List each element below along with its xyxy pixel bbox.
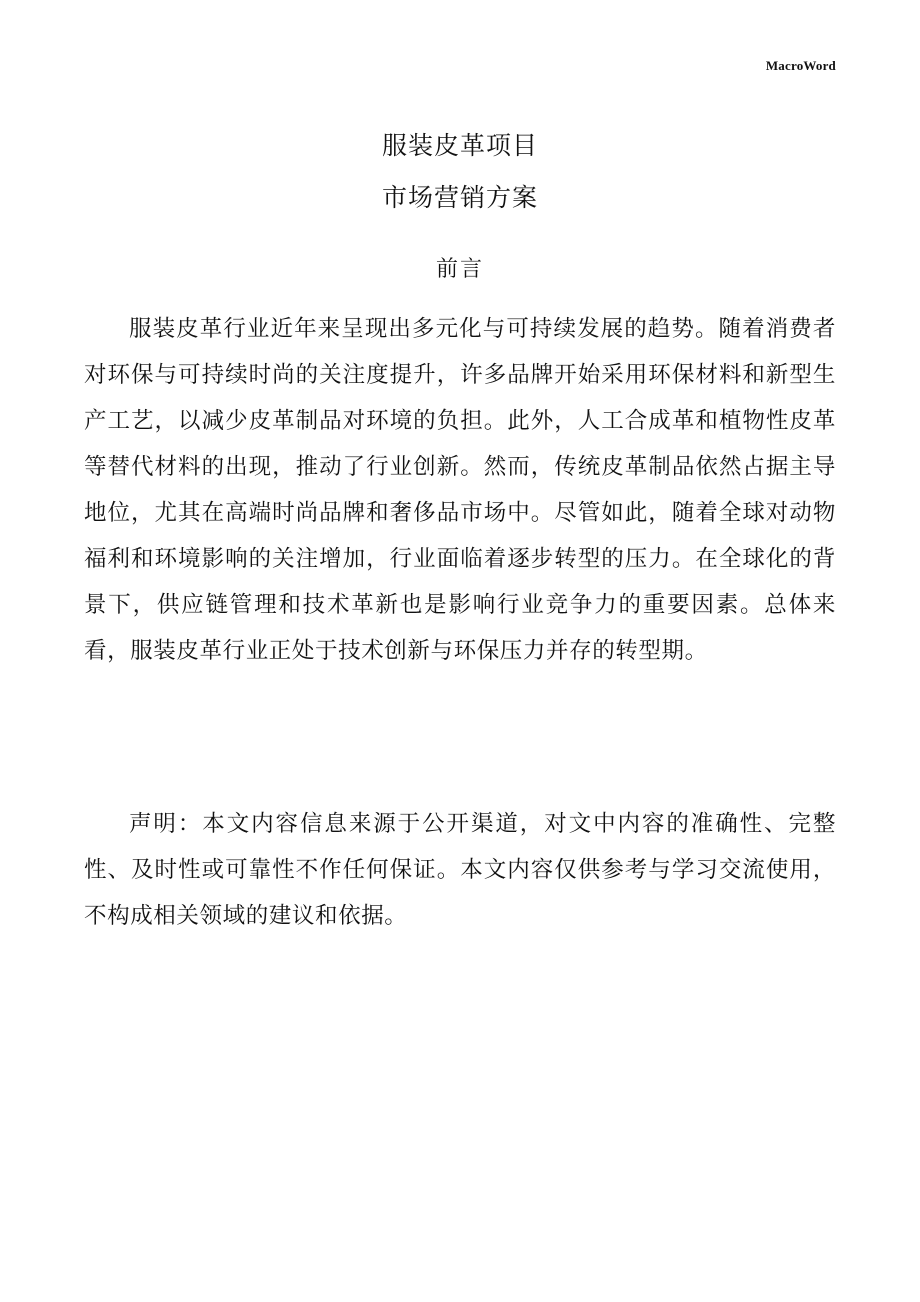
preface-heading: 前言 [435, 257, 484, 282]
title-line-1: 服装皮革项目 [381, 131, 538, 160]
title-line-2: 市场营销方案 [381, 183, 538, 212]
disclaimer-paragraph: 声明：本文内容信息来源于公开渠道，对文中内容的准确性、完整性、及时性或可靠性不作任何保证。本文内容仅供参考与学习交流使用，不构成相关领域的建议和依据。 [84, 811, 836, 929]
preface-paragraph: 服装皮革行业近年来呈现出多元化与可持续发展的趋势。随着消费者对环保与可持续时尚的关注度提升，许多品牌开始采用环保材料和新型生产工艺，以减少皮革制品对环境的负担。此外，人工合成革和植物性皮革等替代材料的出现，推动了行业创新。然而，传统皮革制品依然占据主导地位，尤其在高端时尚品牌和奢侈品市场中。尽管如此，随着全球对动物福利和环境影响的关注增加，行业面临着逐步转型的压力。在全球化的背景下，供应链管理和技术革新也是影响行业竞争力的重要因素。总体来看，服装皮革行业正处于技术创新与环保压力并存的转型期。 [84, 316, 836, 664]
document-title [0, 120, 920, 224]
header-brand-mark: MacroWord [765, 58, 836, 73]
